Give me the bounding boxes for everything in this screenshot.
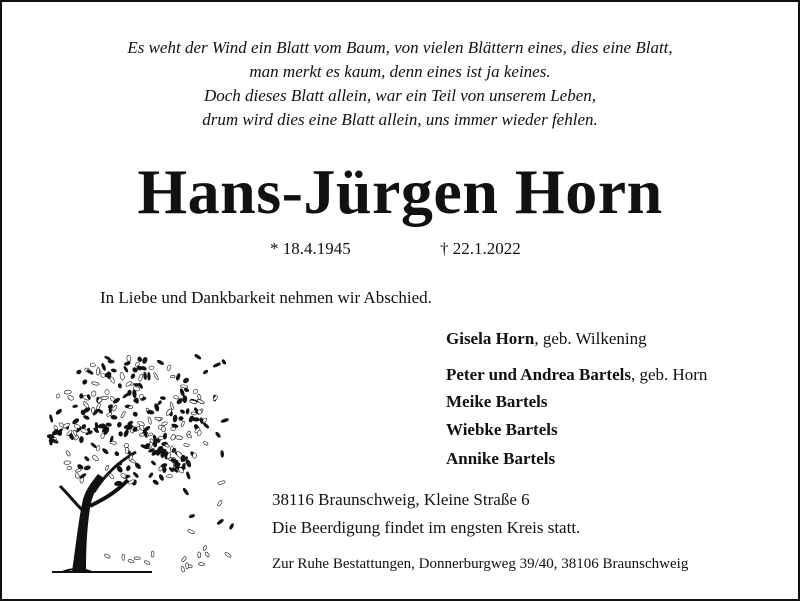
address: 38116 Braunschweig, Kleine Straße 6 (272, 490, 530, 509)
deceased-name: Hans-Jürgen Horn (137, 156, 663, 227)
death-date: † 22.1.2022 (440, 239, 521, 258)
memorial-poem (2, 36, 798, 132)
mourner-3: Meike Bartels (446, 392, 548, 411)
windblown-tree-icon (32, 324, 237, 574)
poem-line-1: Es weht der Wind ein Blatt vom Baum, von vielen Blättern eines, dies eine Blatt, (127, 38, 673, 57)
farewell-text: In Liebe und Dankbarkeit nehmen wir Abschied. (100, 288, 432, 307)
poem-line-4: drum wird dies eine Blatt allein, uns immer wieder fehlen. (202, 110, 598, 129)
mourner-4: Wiebke Bartels (446, 420, 558, 439)
mourner-5: Annike Bartels (446, 449, 556, 468)
undertaker-info: Zur Ruhe Bestattungen, Donnerburgweg 39/40, 38106 Braunschweig (272, 556, 689, 572)
poem-line-2: man merkt es kaum, denn eines ist ja keines. (249, 62, 551, 81)
mourner-2: Peter und Andrea Bartels, geb. Horn (446, 365, 708, 384)
birth-date: * 18.4.1945 (270, 239, 351, 258)
funeral-note: Die Beerdigung findet im engsten Kreis statt. (272, 518, 581, 537)
poem-line-3: Doch dieses Blatt allein, war ein Teil von unserem Leben, (203, 86, 597, 105)
mourner-1: Gisela Horn, geb. Wilkening (446, 329, 647, 348)
